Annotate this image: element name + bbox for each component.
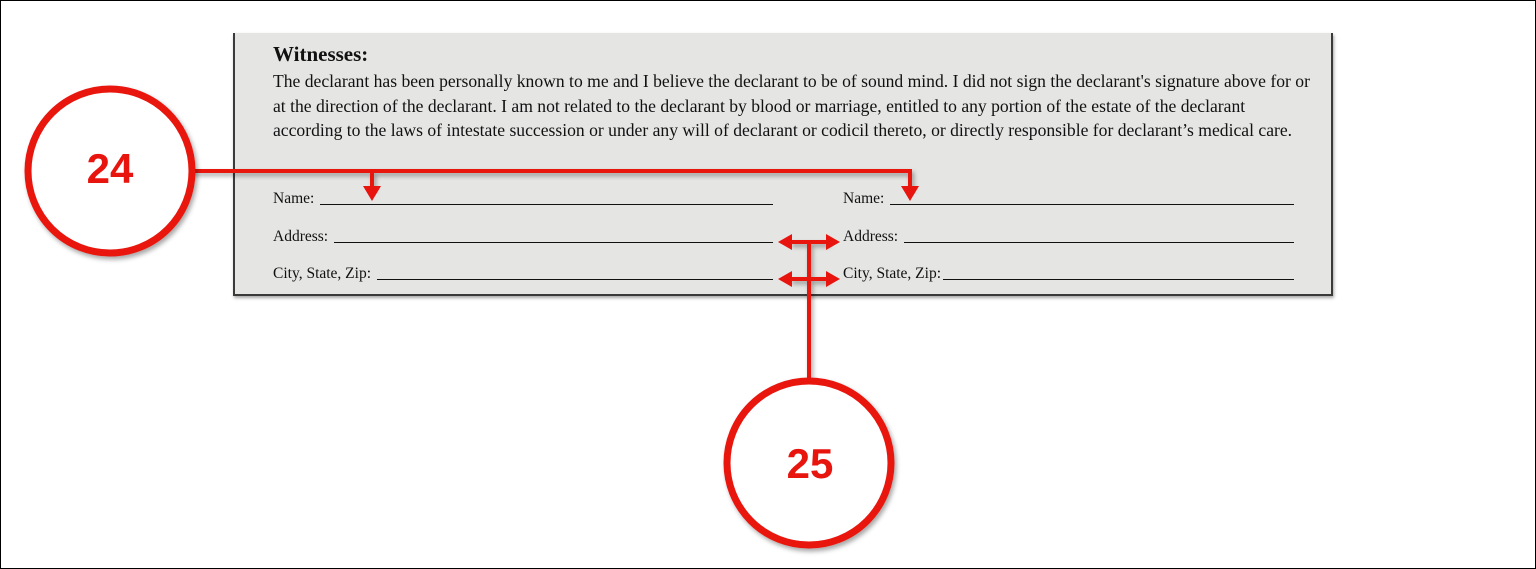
right-name-label: Name: [843, 190, 885, 207]
callout-24-number: 24 [86, 145, 134, 192]
callout-24-arrowheads [363, 186, 919, 201]
right-city-label: City, State, Zip: [843, 265, 942, 282]
witnesses-heading: Witnesses: [273, 42, 369, 66]
left-address-label: Address: [273, 228, 329, 245]
left-city-label: City, State, Zip: [273, 265, 372, 282]
witness-declaration-text: The declarant has been personally known to me and I believe the declarant to be of sound mind. I did not sign the declarant's signature above for or at the direction of the declarant. I am not related to the declarant by blood or marriage, entitled to any portion of the estate of the declarant according to the laws of intestate succession or under any will of declarant or codicil thereto, or directly responsible for declarant’s medical care. [273, 71, 1310, 140]
callout-25-number: 25 [786, 440, 834, 487]
right-address-label: Address: [843, 228, 899, 245]
callout-24-connector [186, 171, 910, 190]
left-name-label: Name: [273, 190, 315, 207]
callout-25-connector [790, 242, 828, 378]
